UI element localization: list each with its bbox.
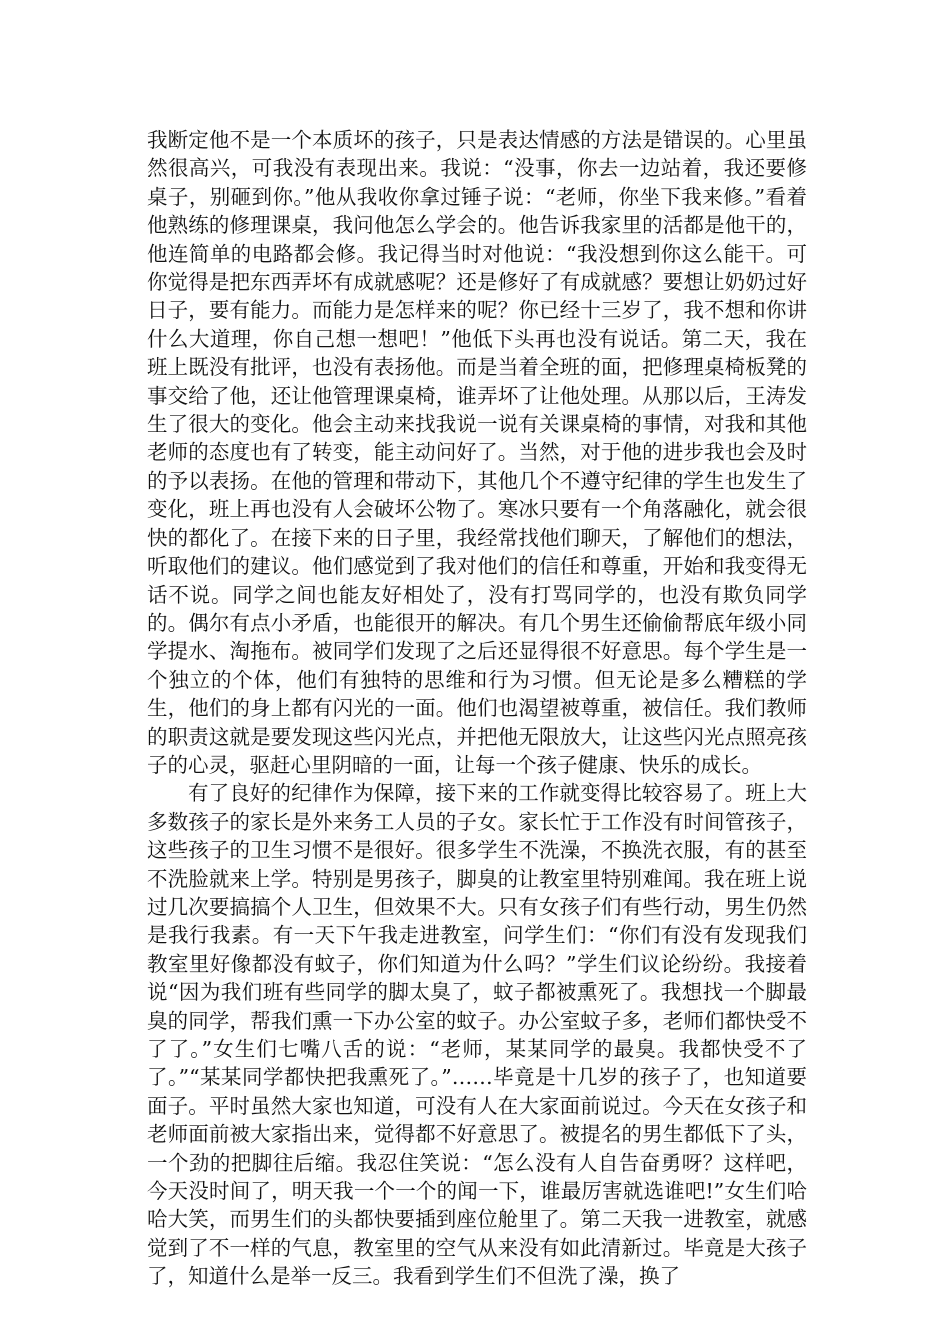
paragraph-2: 有了良好的纪律作为保障，接下来的工作就变得比较容易了。班上大多数孩子的家长是外来务工人员的子女。家长忙于工作没有时间管孩子，这些孩子的卫生习惯不是很好。很多学生不洗澡，不换洗衣服，有的甚至不洗脸就来上学。特别是男孩子，脚臭的让教室里特别难闻。我在班上说过几次要搞搞个人卫生，但效果不大。只有女孩子们有些行动，男生仍然是我行我素。有一天下午我走进教室，问学生们：“你们有没有发现我们教室里好像都没有蚊子，你们知道为什么吗？”学生们议论纷纷。我接着说“因为我们班有些同学的脚太臭了，蚊子都被熏死了。我想找一个脚最臭的同学，帮我们熏一下办公室的蚊子。办公室蚊子多，老师们都快受不了了。”女生们七嘴八舌的说：“老师，某某同学的最臭。我都快受不了了。”“某某同学都快把我熏死了。”……毕竟是十几岁的孩子了，也知道要面子。平时虽然大家也知道，可没有人在大家面前说过。今天在女孩子和老师面前被大家指出来，觉得都不好意思了。被提名的男生都低下了头，一个劲的把脚往后缩。我忍住笑说：“怎么没有人自告奋勇呀？这样吧，今天没时间了，明天我一个一个的闻一下，谁最厉害就选谁吧!”女生们哈哈大笑，而男生们的头都快要插到座位舱里了。第二天我一进教室，就感觉到了不一样的气息，教室里的空气从来没有如此清新过。毕竟是大孩子了，知道什么是举一反三。我看到学生们不但洗了澡，换了 [147, 781, 807, 1289]
paragraph-1: 我断定他不是一个本质坏的孩子，只是表达情感的方法是错误的。心里虽然很高兴，可我没有表现出来。我说：“没事，你去一边站着，我还要修桌子，别砸到你。”他从我收你拿过锤子说：“老师，你坐下我来修。”看着他熟练的修理课桌，我问他怎么学会的。他告诉我家里的活都是他干的，他连简单的电路都会修。我记得当时对他说：“我没想到你这么能干。可你觉得是把东西弄坏有成就感呢？还是修好了有成就感？要想让奶奶过好日子，要有能力。而能力是怎样来的呢？你已经十三岁了，我不想和你讲什么大道理，你自己想一想吧！”他低下头再也没有说话。第二天，我在班上既没有批评，也没有表扬他。而是当着全班的面，把修理桌椅板凳的事交给了他，还让他管理课桌椅，谁弄坏了让他处理。从那以后，王涛发生了很大的变化。他会主动来找我说一说有关课桌椅的事情，对我和其他老师的态度也有了转变，能主动问好了。当然，对于他的进步我也会及时的予以表扬。在他的管理和带动下，其他几个不遵守纪律的学生也发生了变化，班上再也没有人会破坏公物了。寒冰只要有一个角落融化，就会很快的都化了。在接下来的日子里，我经常找他们聊天，了解他们的想法，听取他们的建议。他们感觉到了我对他们的信任和尊重，开始和我变得无话不说。同学之间也能友好相处了，没有打骂同学的，也没有欺负同学的。偶尔有点小矛盾，也能很开的解决。有几个男生还偷偷帮底年级小同学提水、淘拖布。被同学们发现了之后还显得很不好意思。每个学生是一个独立的个体，他们有独特的思维和行为习惯。但无论是多么糟糕的学生，他们的身上都有闪光的一面。他们也渴望被尊重，被信任。我们教师的职责这就是要发现这些闪光点，并把他无限放大，让这些闪光点照亮孩子的心灵，驱赶心里阴暗的一面，让每一个孩子健康、快乐的成长。 [147, 128, 807, 777]
document-body [147, 126, 807, 1291]
